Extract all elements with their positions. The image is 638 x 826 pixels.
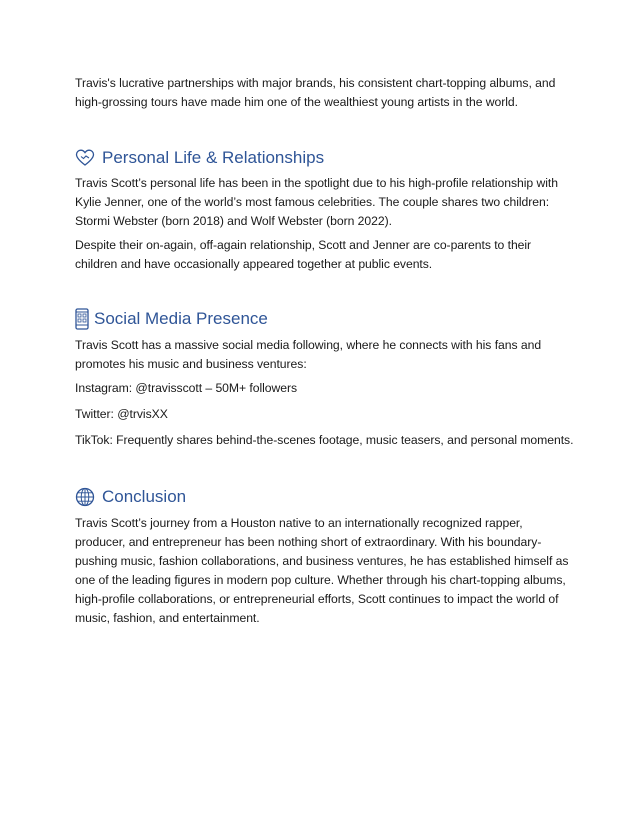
phone-icon	[75, 309, 89, 329]
section-heading-social-media	[75, 307, 575, 331]
section-title: Conclusion	[102, 487, 187, 506]
intro-paragraph: Travis's lucrative partnerships with major brands, his consistent chart-topping albums, and high-grossing tours have made him one of the wealthiest young artists in the world.	[75, 76, 556, 109]
section-title: Personal Life & Relationships	[102, 148, 325, 167]
social-media-item-tiktok: TikTok: Frequently shares behind-the-scenes footage, music teasers, and personal moments.	[75, 433, 574, 447]
personal-life-paragraph-1: Travis Scott’s personal life has been in the spotlight due to his high-profile relationship with Kylie Jenner, one of the world’s most famous celebrities. The couple shares two children: Stormi Webster (born 2018) and Wolf Webster (born 2022).	[75, 176, 558, 228]
section-heading-personal-life	[75, 146, 575, 170]
conclusion-paragraph: Travis Scott’s journey from a Houston native to an internationally recognized rapper, producer, and entrepreneur has been nothing short of extraordinary. With his boundary-pushing music, fashion collaborations, and business ventures, he has established himself as one of the leading figures in modern pop culture. Whether through his chart-topping albums, high-profile collaborations, or entrepreneurial efforts, Scott continues to impact the world of music, fashion, and entertainment.	[75, 516, 569, 625]
globe-icon	[75, 487, 95, 507]
social-media-item-twitter: Twitter: @trvisXX	[75, 407, 168, 421]
heart-icon	[75, 148, 95, 168]
social-media-intro: Travis Scott has a massive social media following, where he connects with his fans and promotes his music and business ventures:	[75, 338, 542, 371]
personal-life-paragraph-2: Despite their on-again, off-again relationship, Scott and Jenner are co-parents to their children and have occasionally appeared together at public events.	[75, 238, 532, 271]
section-heading-conclusion	[75, 485, 575, 509]
social-media-item-instagram: Instagram: @travisscott – 50M+ followers	[75, 381, 298, 395]
section-title: Social Media Presence	[94, 309, 268, 328]
